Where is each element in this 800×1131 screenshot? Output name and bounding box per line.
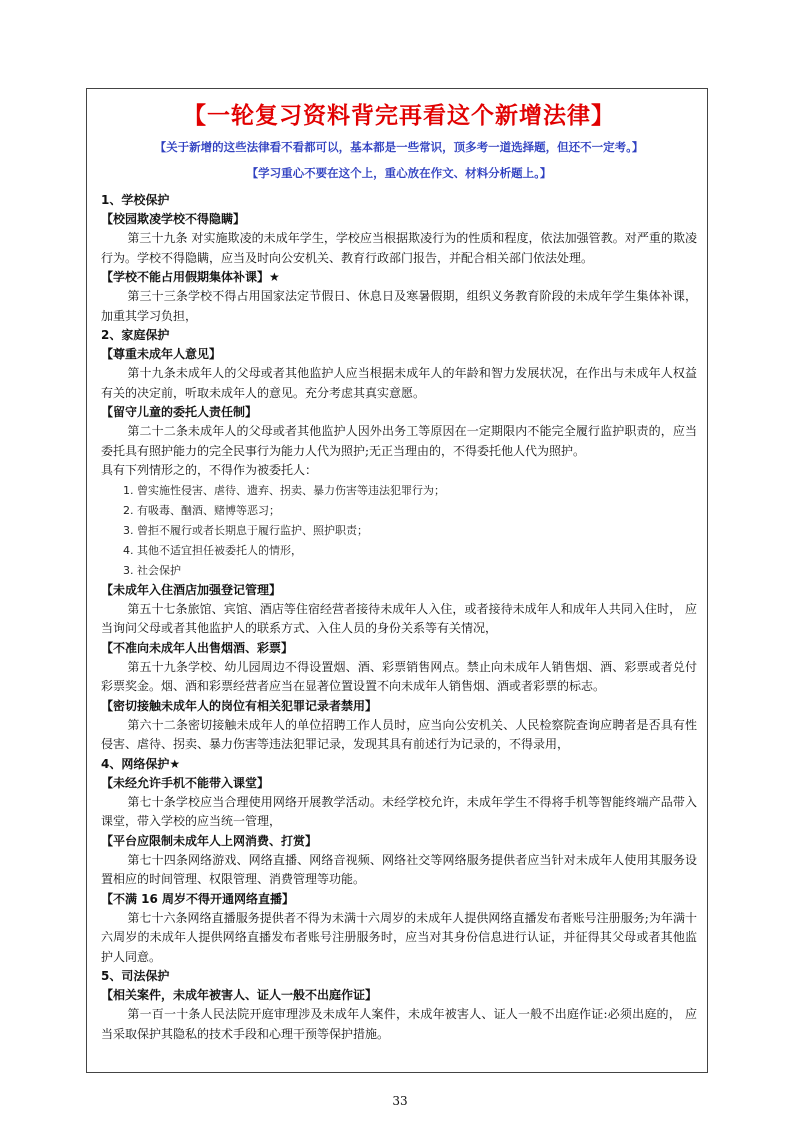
para-respect-opinion: 第十九条未成年人的父母或者其他监护人应当根据未成年人的年龄和智力发展状况，在作出与未成年人权益有关的决定前，听取未成年人的意见。充分考虑其真实意愿。 — [101, 366, 697, 400]
list-item: 3. 曾拒不履行或者长期息于履行监护、照护职责； — [123, 523, 368, 537]
section-school-protection: 1、学校保护 — [101, 193, 170, 207]
heading-court-testimony: 【相关案件，未成年被害人、证人一般不出庭作证】 — [101, 988, 378, 1002]
heading-hotel-registration: 【未成年入住酒店加强登记管理】 — [101, 582, 282, 597]
para-platform-limits: 第七十四条网络游戏、网络直播、网络音视频、网络社交等网络服务提供者应当针对未成年人使用其服务设置相应的时间管理、权限管理、消费管理等功能。 — [101, 852, 697, 886]
para-hotel-registration: 第五十七条旅馆、宾馆、酒店等住宿经营者接待未成年人入住，或者接待未成年人和成年人共同入住时， 应当询问父母或者其他监护人的联系方式、入住人员的身份关系等有关情况， — [101, 601, 697, 635]
section-judicial-protection: 5、司法保护 — [101, 969, 170, 983]
para-left-behind: 第二十二条未成年人的父母或者其他监护人因外出务工等原因在一定期限内不能完全履行监护职责的，应当委托具有照护能力的完全民事行为能力人代为照护;无正当理由的，不得委托他人代为照护。 — [101, 424, 697, 458]
para-phones-class: 第七十条学校应当合理使用网络开展教学活动。未经学校允许，未成年学生不得将手机等智能终端产品带入课堂，带入学校的应当统一管理， — [101, 794, 697, 828]
heading-left-behind: 【留守儿童的委托人责任制】 — [101, 405, 258, 419]
list-item: 4. 其他不适宜担任被委托人的情形， — [123, 543, 302, 557]
note-focus: 【学习重心不要在这个上，重心放在作文、材料分析题上。】 — [246, 166, 552, 180]
heading-tobacco-lottery: 【不准向未成年人出售烟酒、彩票】 — [101, 640, 294, 655]
heading-livestream-age: 【不满 16 周岁不得开通网络直播】 — [101, 891, 295, 906]
page-number: 33 — [392, 1094, 408, 1108]
list-item: 2. 有吸毒、酗酒、赌博等恶习； — [123, 503, 280, 517]
para-livestream-age: 第七十六条网络直播服务提供者不得为未满十六周岁的未成年人提供网络直播发布者账号注册服务;为年满十六周岁的未成年人提供网络直播发布者账号注册服务时，应当对其身份信息进行认证，并征得其父母或者其他监护人同意。 — [101, 910, 697, 964]
heading-phones-class: 【未经允许手机不能带入课堂】 — [101, 775, 270, 790]
list-item: 3. 社会保护 — [123, 563, 181, 577]
para-criminal-record: 第六十二条密切接触未成年人的单位招聘工作人员时，应当向公安机关、人民检察院查询应聘者是否具有性侵害、虐待、拐卖、暴力伤害等违法犯罪记录，发现其具有前述行为记录的，不得录用， — [101, 717, 697, 751]
heading-holiday-tutoring: 【学校不能占用假期集体补课】★ — [101, 270, 280, 284]
para-court-testimony: 第一百一十条人民法院开庭审理涉及未成年人案件，未成年被害人、证人一般不出庭作证:必须出庭的， 应当采取保护其隐私的技术手段和心理干预等保护措施。 — [101, 1007, 697, 1041]
heading-respect-opinion: 【尊重未成年人意见】 — [101, 347, 222, 361]
document-title: 【一轮复习资料背完再看这个新增法律】 — [183, 103, 615, 129]
section-family-protection: 2、家庭保护 — [101, 328, 170, 342]
section-network-protection: 4、网络保护★ — [101, 756, 181, 771]
document-frame — [86, 88, 708, 1073]
heading-bullying: 【校园欺凌学校不得隐瞒】 — [101, 212, 246, 226]
heading-criminal-record: 【密切接触未成年人的岗位有相关犯罪记录者禁用】 — [101, 698, 378, 713]
note-optional: 【关于新增的这些法律看不看都可以，基本都是一些常识，顶多考一道选择题，但还不一定考。】 — [154, 140, 644, 154]
list-item: 1. 曾实施性侵害、虐待、遗弃、拐卖、暴力伤害等违法犯罪行为； — [123, 483, 445, 497]
para-tobacco-lottery: 第五十九条学校、幼儿园周边不得设置烟、酒、彩票销售网点。禁止向未成年人销售烟、酒、彩票或者兑付彩票奖金。烟、酒和彩票经营者应当在显著位置设置不向未成年人销售烟、酒或者彩票的标志。 — [101, 659, 697, 693]
para-bullying: 第三十九条 对实施欺凌的未成年学生，学校应当根据欺凌行为的性质和程度，依法加强管教。对严重的欺凌行为。学校不得隐瞒，应当及时向公安机关、教育行政部门报告，并配合相关部门依法处理。 — [101, 231, 697, 265]
para-holiday-tutoring: 第三十三条学校不得占用国家法定节假日、休息日及寒暑假期，组织义务教育阶段的未成年学生集体补课，加重其学习负担， — [101, 289, 697, 323]
para-left-behind-lead: 具有下列情形之的，不得作为被委托人： — [101, 463, 318, 477]
heading-platform-limits: 【平台应限制未成年人上网消费、打赏】 — [101, 833, 318, 848]
